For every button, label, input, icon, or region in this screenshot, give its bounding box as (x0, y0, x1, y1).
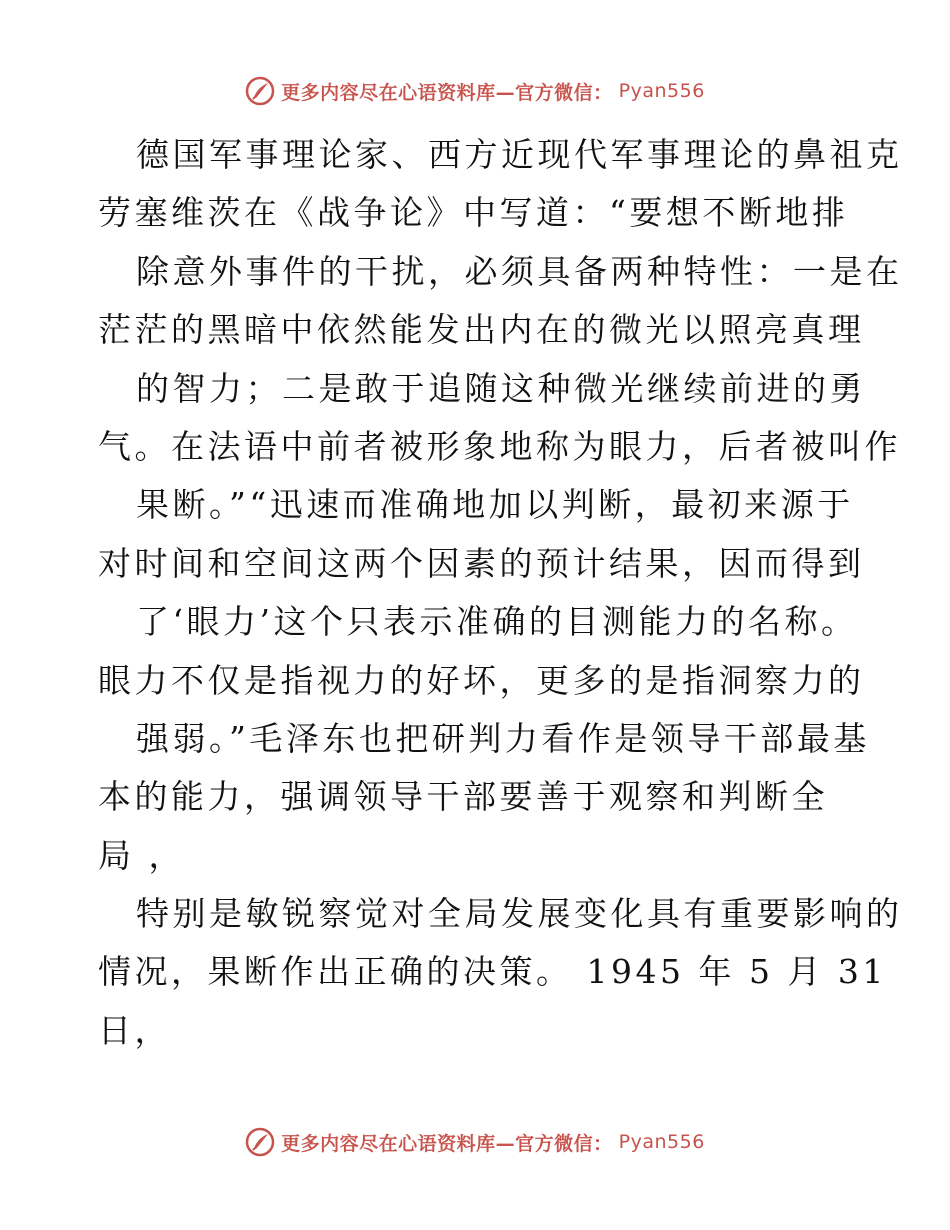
watermark-text: 更多内容尽在心语资料库—官方微信： (281, 1132, 613, 1155)
flame-quill-logo-icon (245, 76, 275, 106)
text-line: 劳塞维茨在《战争论》中写道：“要想不断地排 (98, 193, 849, 233)
text-line: 特别是敏锐察觉对全局发展变化具有重要影响的 (136, 894, 903, 934)
text-line: 除意外事件的干扰，必须具备两种特性：一是在 (136, 251, 903, 291)
text-line: 气。在法语中前者被形象地称为眼力，后者被叫作 (98, 426, 901, 466)
header-watermark (0, 76, 950, 106)
text-line: 本的能力，强调领导干部要善于观察和判断全 (98, 777, 828, 817)
text-line: 了‘眼力’这个只表示准确的目测能力的名称。 (136, 602, 858, 642)
watermark-text: 更多内容尽在心语资料库—官方微信： (281, 81, 613, 104)
text-line: 情况，果断作出正确的决策。 1945 年 5 月 31 (98, 952, 887, 992)
paragraph-1 (98, 126, 903, 885)
text-line: 茫茫的黑暗中依然能发出内在的微光以照亮真理 (98, 310, 865, 350)
text-line: 日， (98, 1010, 171, 1050)
text-line: 眼力不仅是指视力的好坏，更多的是指洞察力的 (98, 660, 865, 700)
text-line: 强弱。”毛泽东也把研判力看作是领导干部最基 (136, 718, 870, 758)
text-line: 德国军事理论家、西方近现代军事理论的鼻祖克 (136, 135, 903, 174)
text-line: 局 ， (98, 835, 185, 875)
document-body (98, 126, 903, 1060)
paragraph-2 (98, 885, 903, 1060)
text-line: 果断。”“迅速而准确地加以判断，最初来源于 (136, 485, 854, 525)
watermark-wechat-id: Pyan556 (618, 1131, 705, 1153)
flame-quill-logo-icon (245, 1127, 275, 1157)
footer-watermark (0, 1127, 950, 1157)
text-line: 的智力；二是敢于追随这种微光继续前进的勇 (136, 368, 866, 408)
watermark-wechat-id: Pyan556 (618, 80, 705, 102)
text-line: 对时间和空间这两个因素的预计结果，因而得到 (98, 543, 865, 583)
